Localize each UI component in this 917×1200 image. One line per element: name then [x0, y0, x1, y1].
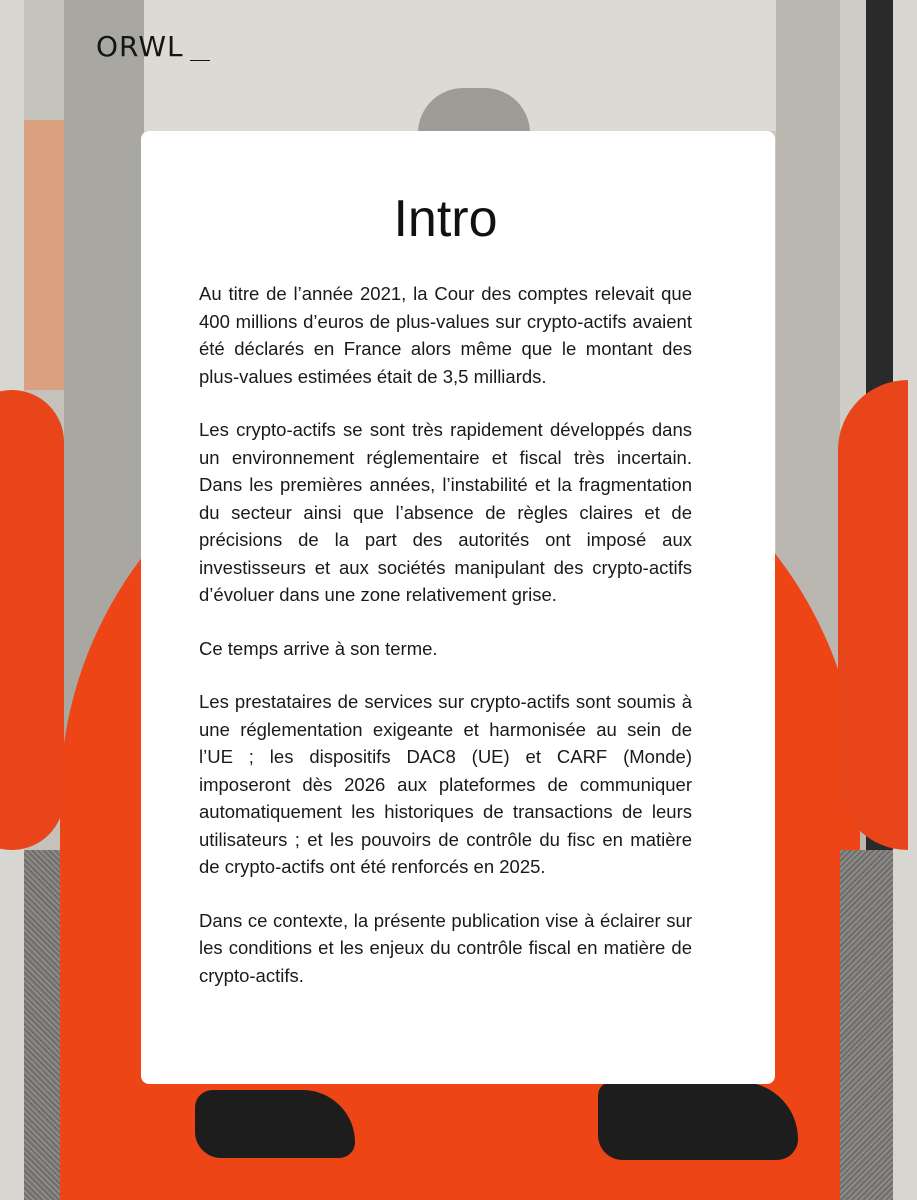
- intro-body: [199, 280, 692, 989]
- bg-orange-left-shape: [0, 390, 64, 850]
- bg-right-shoe: [598, 1082, 798, 1160]
- bg-right-light-panel: [840, 0, 866, 430]
- paragraph-5: Dans ce contexte, la présente publication vise à éclairer sur les conditions et les enjeux du contrôle fiscal en matière de crypto-actifs.: [199, 909, 692, 986]
- bg-left-peach-panel: [24, 120, 64, 390]
- bg-left-shoe: [195, 1090, 355, 1158]
- intro-card: [141, 131, 775, 1084]
- paragraph-1: Au titre de l’année 2021, la Cour des comptes relevait que 400 millions d’euros de plus-values sur crypto-actifs avaient été déclarés en France alors même que le montant des plus-values estimées était de 3,5 milliards.: [199, 283, 692, 387]
- paragraph-4: Les prestataires de services sur crypto-actifs sont soumis à une réglementation exigeante et harmonisée au sein de l’UE ; les dispositifs DAC8 (UE) et CARF (Monde) imposeront dès 2026 aux plateformes de communiquer automatiquement les historiques de transactions de leurs utilisateurs ; et les pouvoirs de contrôle du fisc en matière de crypto-actifs ont été renforcés en 2025.: [199, 691, 692, 877]
- paragraph-3: Ce temps arrive à son terme.: [199, 637, 438, 659]
- brand-underline: [190, 60, 210, 61]
- bg-orange-right-shape: [838, 380, 908, 850]
- page-title: Intro: [393, 190, 498, 248]
- paragraph-2: Les crypto-actifs se sont très rapidement développés dans un environnement réglementaire et fiscal très incertain. Dans les premières années, l’instabilité et la fragmentation du secteur ainsi que l’absence de règles claires et de précisions de la part des autorités ont imposé aux investisseurs et aux sociétés manipulant des crypto-actifs d’évoluer dans une zone relativement grise.: [199, 419, 692, 605]
- brand-logo: ORWL: [96, 30, 184, 63]
